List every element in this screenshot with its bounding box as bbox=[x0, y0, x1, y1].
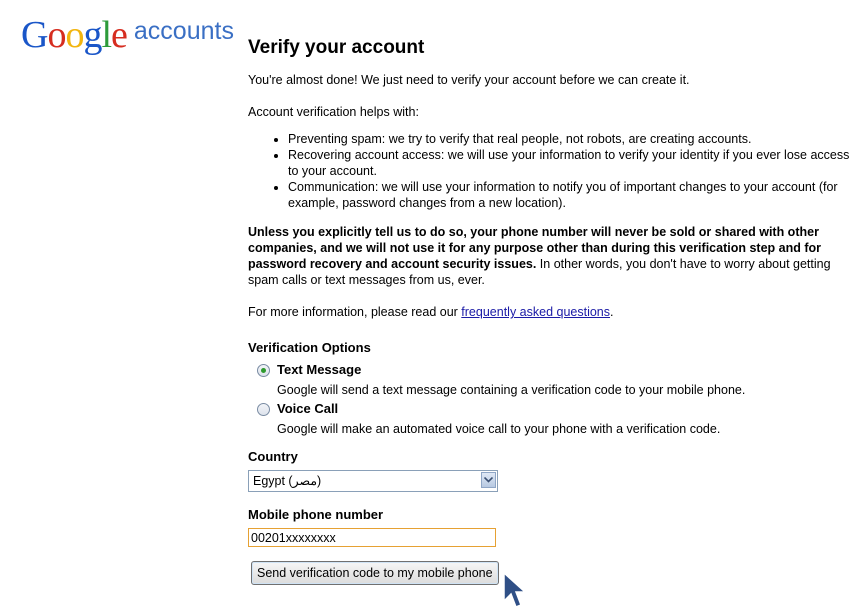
logo-letter: G bbox=[21, 14, 48, 56]
more-info-prefix: For more information, please read our bbox=[248, 305, 462, 319]
chevron-down-icon[interactable] bbox=[481, 472, 496, 488]
more-info-suffix: . bbox=[610, 305, 614, 319]
logo-letter: g bbox=[83, 14, 102, 56]
more-info-text bbox=[248, 304, 856, 320]
benefits-list bbox=[248, 131, 856, 211]
helps-with-label: Account verification helps with: bbox=[248, 105, 419, 119]
phone-label: Mobile phone number bbox=[248, 507, 384, 522]
country-label: Country bbox=[248, 449, 298, 464]
mouse-pointer-icon bbox=[503, 572, 527, 612]
privacy-notice-normal: In other words, you don't have to worry about getting spam calls or text messages from us, ever. bbox=[248, 257, 831, 287]
logo-letter: e bbox=[111, 14, 127, 56]
verification-options-title: Verification Options bbox=[248, 340, 371, 355]
text-message-radio[interactable] bbox=[257, 364, 270, 377]
send-verification-button[interactable]: Send verification code to my mobile phone bbox=[251, 561, 499, 585]
phone-number-input[interactable] bbox=[248, 528, 496, 547]
intro-text: You're almost done! We just need to verify your account before we can create it. bbox=[248, 73, 690, 87]
logo-google-wordmark bbox=[21, 16, 127, 54]
list-item: • Preventing spam: we try to verify that real people, not robots, are creating accounts. bbox=[288, 131, 856, 147]
text-message-description: Google will send a text message containing a verification code to your mobile phone. bbox=[277, 383, 746, 397]
privacy-notice bbox=[248, 224, 856, 288]
voice-call-description: Google will make an automated voice call to your phone with a verification code. bbox=[277, 422, 721, 436]
list-item: • Communication: we will use your information to notify you of important changes to your account (for example, password changes from a new location). bbox=[288, 179, 856, 211]
option-voice-call[interactable] bbox=[248, 401, 856, 437]
google-accounts-logo bbox=[21, 10, 234, 54]
logo-letter: o bbox=[47, 14, 66, 56]
voice-call-label[interactable]: Voice Call bbox=[277, 401, 339, 416]
text-message-label[interactable]: Text Message bbox=[277, 362, 362, 377]
faq-link[interactable]: frequently asked questions bbox=[461, 305, 611, 319]
privacy-notice-bold: Unless you explicitly tell us to do so, your phone number will never be sold or shared with other companies, and we will not use it for any purpose other than during this verification step and for password recovery and account security issues. bbox=[248, 225, 821, 271]
logo-accounts-text: accounts bbox=[133, 17, 234, 45]
logo-letter: l bbox=[101, 14, 112, 56]
country-select[interactable] bbox=[248, 470, 498, 492]
list-item: • Recovering account access: we will use your information to verify your identity if you ever lose access to your account. bbox=[288, 147, 856, 179]
option-text-message[interactable] bbox=[248, 362, 856, 398]
country-select-value: Egypt (مصر) bbox=[253, 474, 322, 488]
main-content bbox=[248, 36, 856, 585]
page-title: Verify your account bbox=[248, 37, 425, 58]
voice-call-radio[interactable] bbox=[257, 403, 270, 416]
logo-letter: o bbox=[65, 14, 84, 56]
